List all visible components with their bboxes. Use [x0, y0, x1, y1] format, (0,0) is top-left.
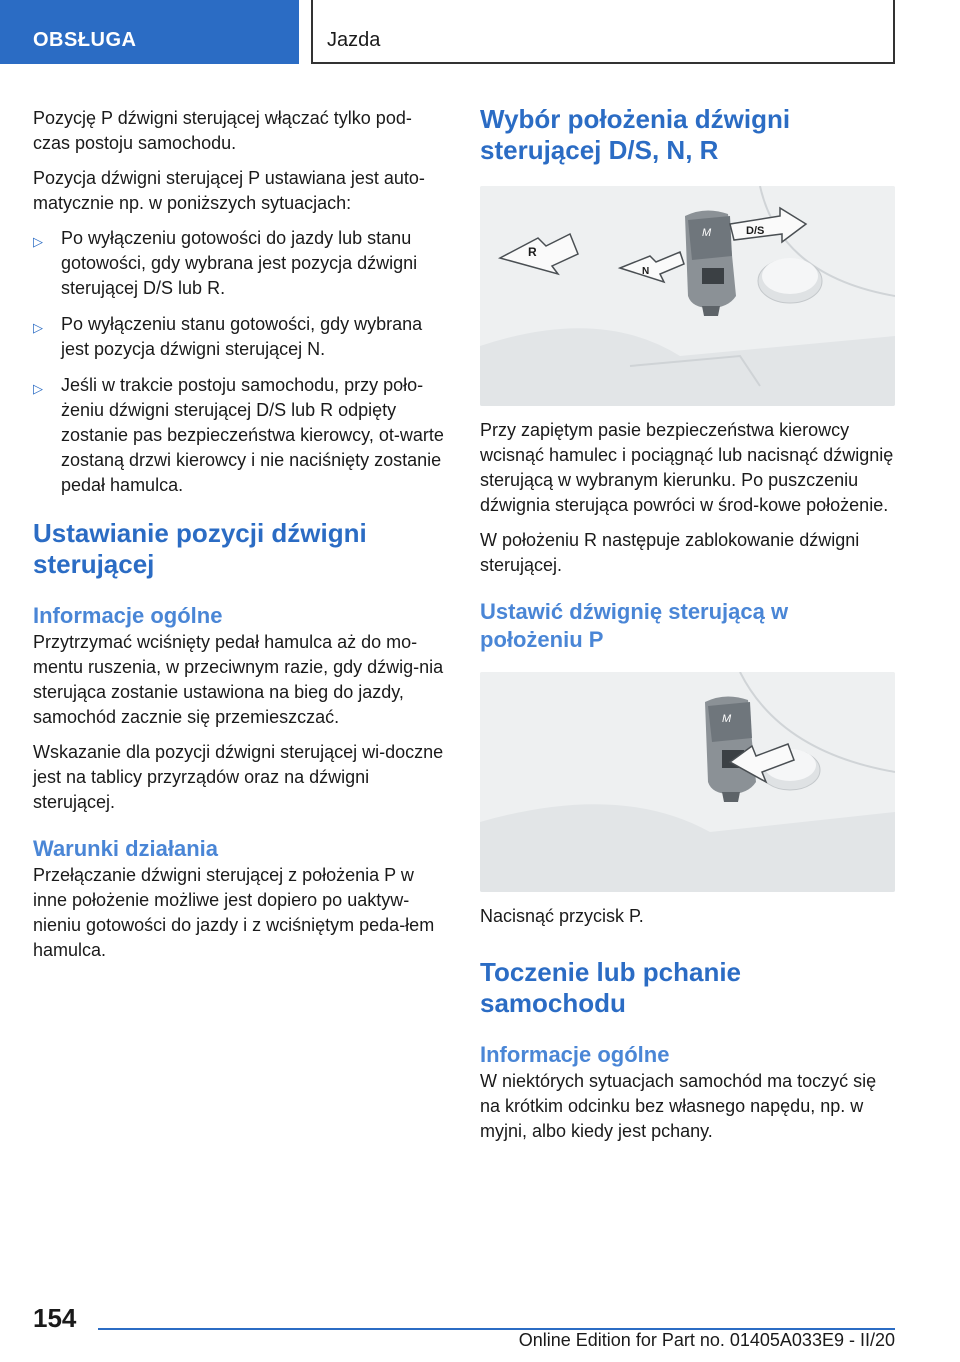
- svg-text:M: M: [722, 713, 732, 725]
- list-item: [33, 373, 448, 498]
- paragraph: Przełączanie dźwigni sterującej z położenia P w inne położenie możliwe jest dopiero po uaktyw‐nieniu gotowości do jazdy i z wciśniętym peda‐łem hamulca.: [33, 865, 435, 960]
- heading-set-park: Ustawić dźwignię sterującą w położeniu P: [480, 599, 789, 652]
- heading-general-info: Informacje ogólne: [33, 603, 223, 628]
- right-column: [480, 104, 895, 1154]
- triangle-bullet-icon: ▷: [33, 381, 43, 396]
- paragraph: Przy zapiętym pasie bezpieczeństwa kierowcy wcisnąć hamulec i pociągnąć lub nacisnąć dźwignię sterującą w wybranym kierunku. Po puszczeniu dźwignia sterująca powróci w środ‐kowe położenie.: [480, 420, 894, 515]
- reverse-label: R: [528, 245, 537, 259]
- svg-text:M: M: [702, 227, 712, 239]
- heading-setting-position: Ustawianie pozycji dźwigni sterującej: [33, 518, 367, 579]
- neutral-label: N: [642, 266, 650, 277]
- page-number: 154: [33, 1303, 77, 1333]
- paragraph: W położeniu R następuje zablokowanie dźwigni sterującej.: [480, 530, 860, 575]
- triangle-bullet-icon: ▷: [33, 320, 43, 335]
- bullet-list: [33, 226, 448, 498]
- paragraph: Nacisnąć przycisk P.: [480, 906, 644, 926]
- paragraph: W niektórych sytuacjach samochód ma toczyć się na krótkim odcinku bez własnego napędu, np. w myjni, albo kiedy jest pchany.: [480, 1071, 877, 1141]
- list-item: [33, 226, 448, 301]
- edition-footer: Online Edition for Part no. 01405A033E9 - II/20: [518, 1330, 895, 1350]
- heading-rolling-pushing: Toczenie lub pchanie samochodu: [480, 957, 742, 1018]
- list-item-text: Po wyłączeniu gotowości do jazdy lub stanu gotowości, gdy wybrana jest pozycja dźwigni sterującej D/S lub R.: [61, 228, 418, 298]
- paragraph: Pozycję P dźwigni sterującej włączać tylko pod‐czas postoju samochodu.: [33, 108, 412, 153]
- triangle-bullet-icon: ▷: [33, 234, 43, 249]
- paragraph: Pozycja dźwigni sterującej P ustawiana jest auto‐matycznie np. w poniższych sytuacjach:: [33, 168, 425, 213]
- list-item-text: Po wyłączeniu stanu gotowości, gdy wybrana jest pozycja dźwigni sterującej N.: [61, 314, 423, 359]
- heading-operating-conditions: Warunki działania: [33, 836, 219, 861]
- paragraph: Wskazanie dla pozycji dźwigni sterującej wi‐doczne jest na tablicy przyrządów oraz na dźwigni sterującej.: [33, 742, 444, 812]
- gear-selector-figure: [480, 186, 895, 406]
- left-column: [33, 106, 448, 973]
- list-item: [33, 312, 448, 362]
- list-item-text: Jeśli w trakcie postoju samochodu, przy poło‐żeniu dźwigni sterującej D/S lub R odpięty zostanie pas bezpieczeństwa kierowcy, ot‐warte zostaną drzwi kierowcy i nie naciśnięty zostanie pedał hamulca.: [61, 375, 444, 495]
- drive-sport-label: D/S: [746, 225, 765, 237]
- heading-general-info: Informacje ogólne: [480, 1042, 670, 1067]
- paragraph: Przytrzymać wciśnięty pedał hamulca aż do mo‐mentu ruszenia, w przeciwnym razie, gdy dźwig‐nia sterująca zostanie ustawiona na bieg do jazdy, samochód zacznie się przemieszczać.: [33, 632, 444, 727]
- heading-select-position: Wybór położenia dźwigni sterującej D/S, N, R: [480, 104, 791, 165]
- park-button-figure: [480, 672, 895, 892]
- section-tab: OBSŁUGA: [0, 0, 299, 64]
- chapter-title: Jazda: [311, 0, 895, 64]
